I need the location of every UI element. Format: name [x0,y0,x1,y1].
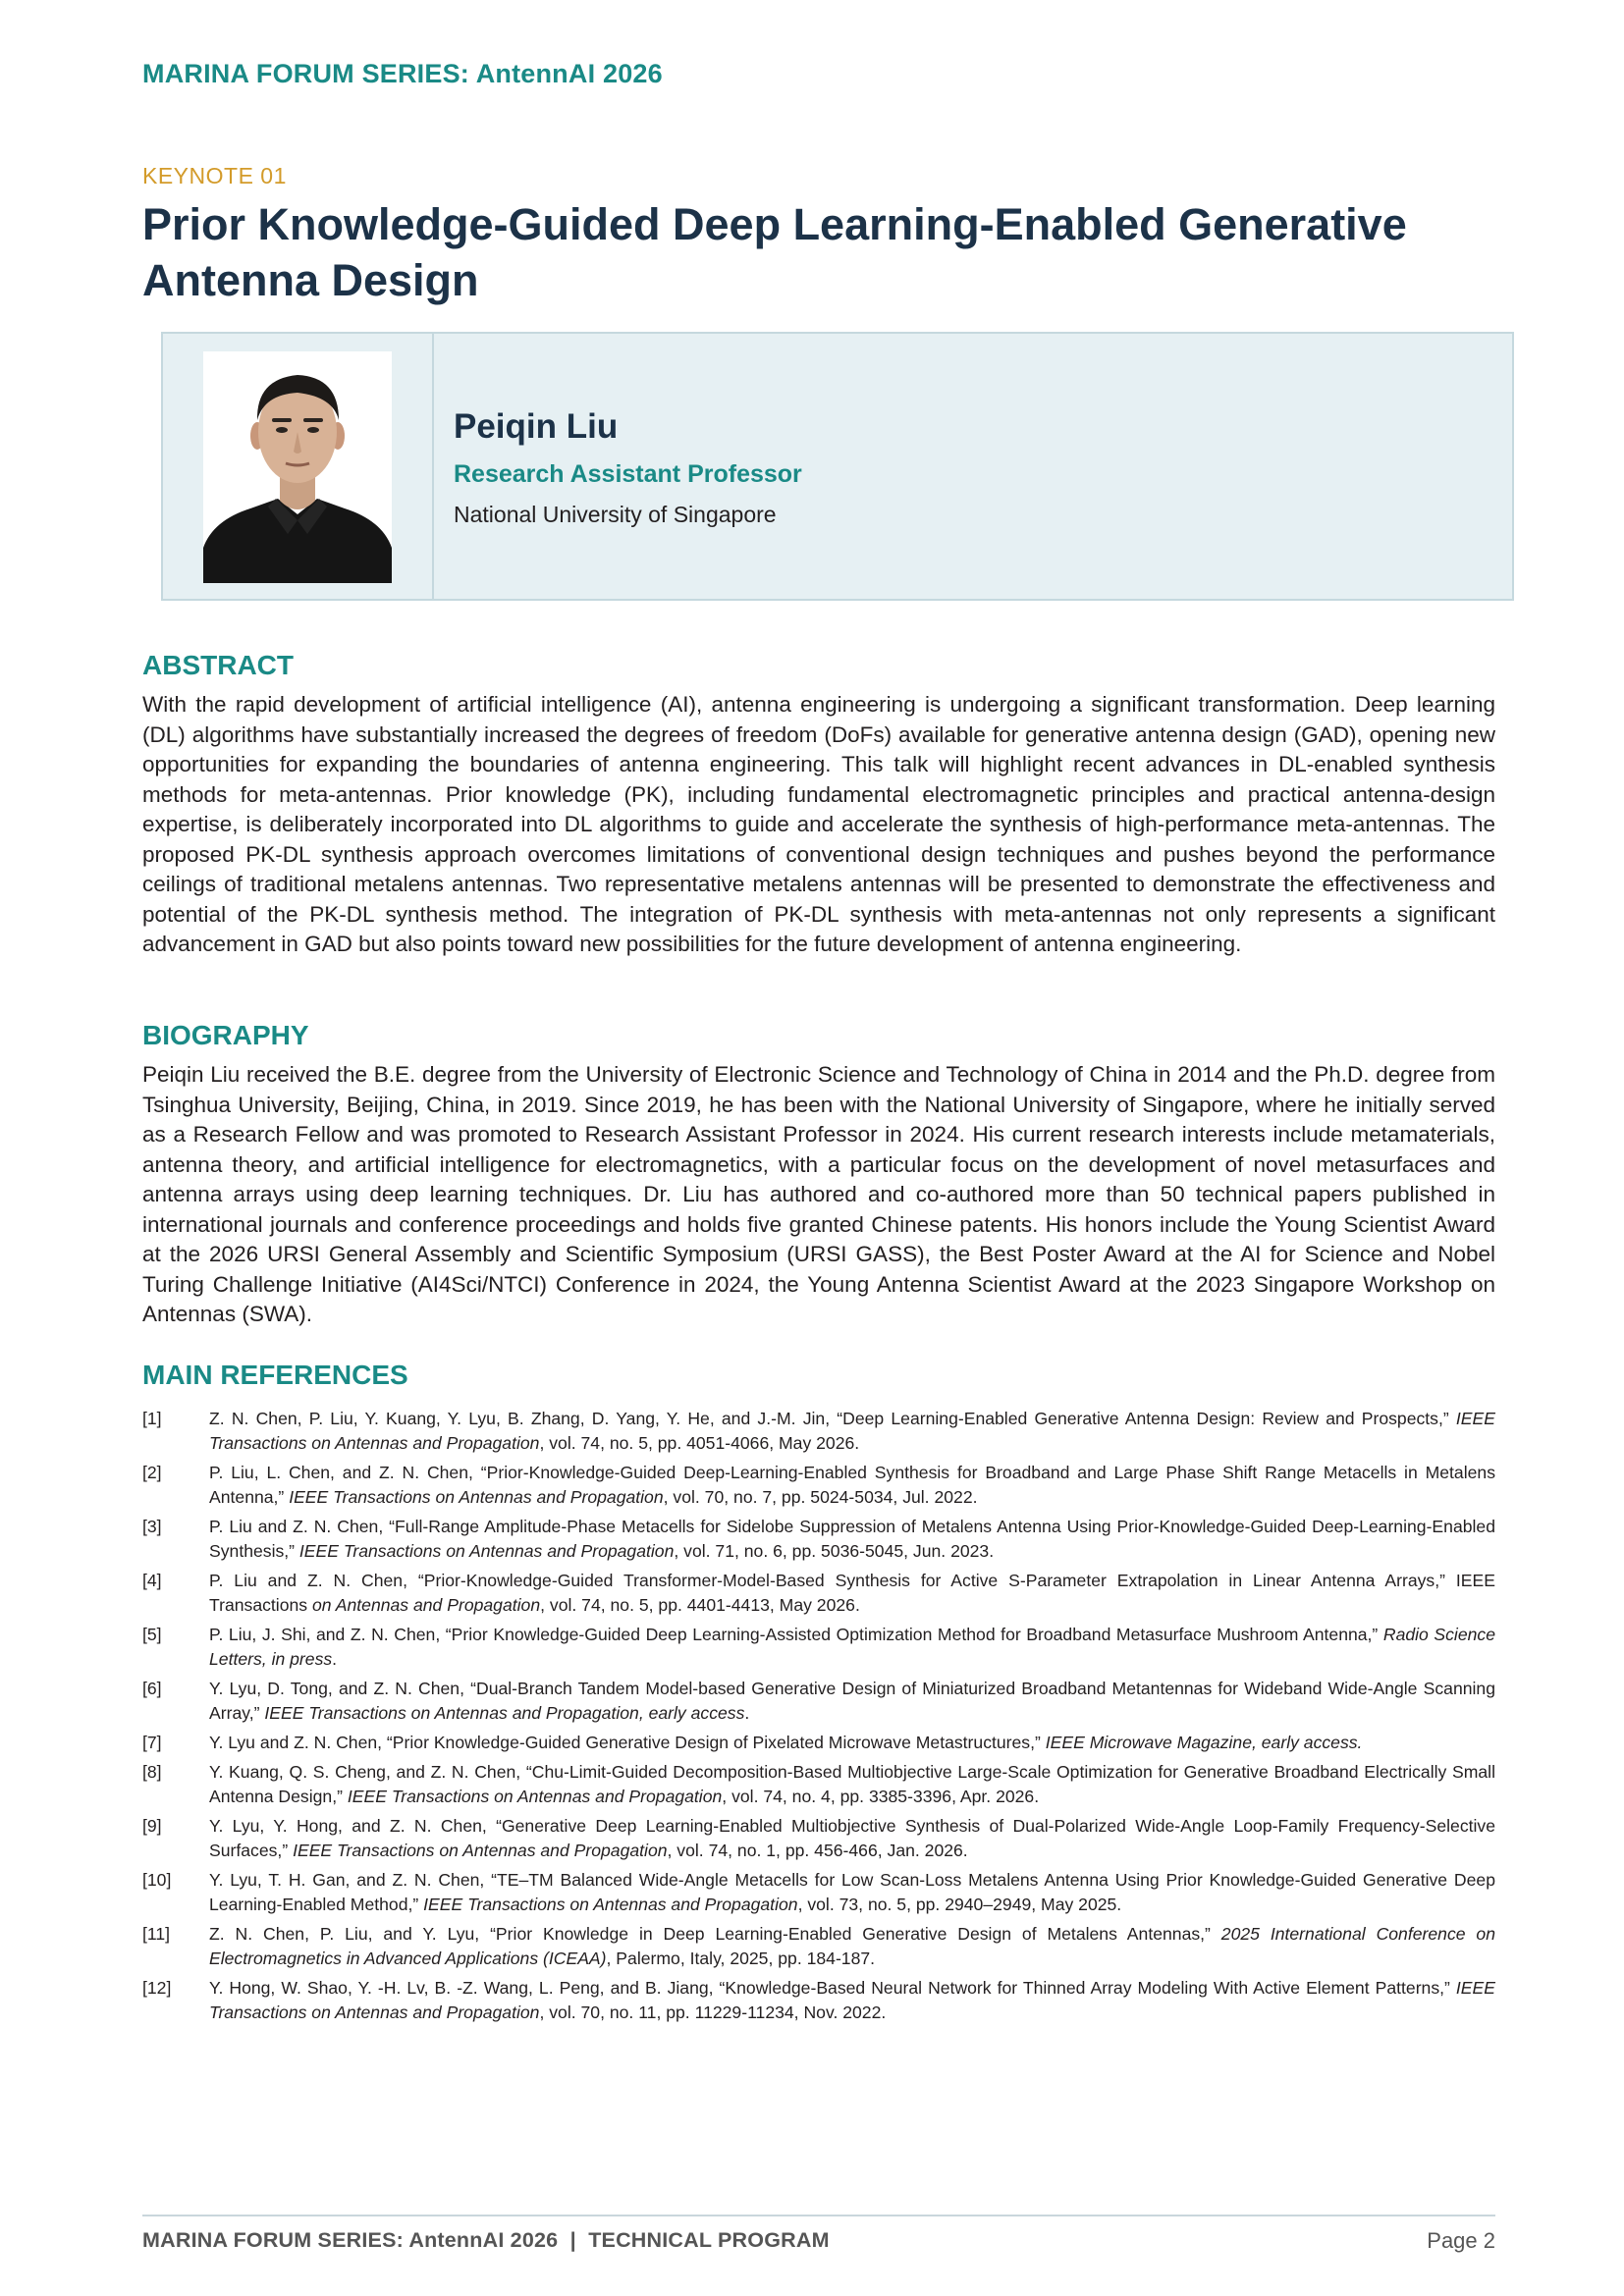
reference-number: [12] [142,1978,172,1998]
reference-item [142,1922,1495,1971]
reference-item [142,1515,1495,1564]
reference-item [142,1814,1495,1863]
speaker-name: Peiqin Liu [454,407,619,446]
reference-number: [6] [142,1679,162,1698]
reference-number: [9] [142,1816,162,1836]
reference-item [142,1569,1495,1618]
reference-number: [2] [142,1463,162,1482]
references-heading: MAIN REFERENCES [142,1360,408,1390]
reference-item [142,1731,1495,1755]
reference-text: Y. Lyu and Z. N. Chen, “Prior Knowledge-Guided Generative Design of Pixelated Microwave Metastructures,” IEEE Microwave Magazine, early access. [209,1733,1363,1752]
reference-item [142,1623,1495,1672]
reference-item [142,1677,1495,1726]
reference-number: [10] [142,1870,172,1890]
reference-item [142,1407,1495,1456]
speaker-portrait-image [203,351,392,583]
reference-text: P. Liu, L. Chen, and Z. N. Chen, “Prior-Knowledge-Guided Deep-Learning-Enabled Synthesis for Broadband and Large Phase Shift Range Metacells in Metalens Antenna,” IEEE Transactions on Antennas and Propagation, vol. 70, no. 7, pp. 5024-5034, Jul. 2022. [209,1463,1495,1507]
speaker-photo [203,351,392,583]
reference-text: P. Liu and Z. N. Chen, “Full-Range Amplitude-Phase Metacells for Sidelobe Suppression of Metalens Antenna Using Prior-Knowledge-Guided Deep-Learning-Enabled Synthesis,” IEEE Transactions on Antennas and Propagation, vol. 71, no. 6, pp. 5036-5045, Jun. 2023. [209,1517,1495,1561]
reference-item [142,1461,1495,1510]
reference-text: Y. Lyu, T. H. Gan, and Z. N. Chen, “TE–TM Balanced Wide-Angle Metacells for Low Scan-Loss Metalens Antenna Using Prior Knowledge-Guided Generative Deep Learning-Enabled Method,” IEEE Transactions on Antennas and Propagation, vol. 73, no. 5, pp. 2940–2949, May 2025. [209,1870,1495,1914]
reference-text: P. Liu and Z. N. Chen, “Prior-Knowledge-Guided Transformer-Model-Based Synthesis for Active S-Parameter Extrapolation in Linear Antenna Arrays,” IEEE Transactions on Antennas and Propagation, vol. 74, no. 5, pp. 4401-4413, May 2026. [209,1571,1495,1615]
keynote-label: KEYNOTE 01 [142,163,287,188]
biography-heading: BIOGRAPHY [142,1020,309,1050]
biography-text: Peiqin Liu received the B.E. degree from the University of Electronic Science and Technology of China in 2014 and the Ph.D. degree from Tsinghua University, Beijing, China, in 2019. Since 2019, he has been with the National University of Singapore, where he initially served as a Research Fellow and was promoted to Research Assistant Professor in 2024. His current research interests include metamaterials, antenna theory, and artificial intelligence for electromagnetics, with a particular focus on the development of novel metasurfaces and antenna arrays using deep learning techniques. Dr. Liu has authored and co-authored more than 50 technical papers published in international journals and conference proceedings and holds five granted Chinese patents. His honors include the Young Scientist Award at the 2026 URSI General Assembly and Scientific Symposium (URSI GASS), the Best Poster Award at the AI for Science and Nobel Turing Challenge Initiative (AI4Sci/NTCI) Conference in 2024, the Young Antenna Scientist Award at the 2023 Singapore Workshop on Antennas (SWA). [142,1062,1495,1326]
reference-text: Y. Kuang, Q. S. Cheng, and Z. N. Chen, “Chu-Limit-Guided Decomposition-Based Multiobjective Large-Scale Optimization for Generative Broadband Electrically Small Antenna Design,” IEEE Transactions on Antennas and Propagation, vol. 74, no. 4, pp. 3385-3396, Apr. 2026. [209,1762,1495,1806]
references-list [142,1407,1495,2030]
footer-divider [142,2215,1495,2216]
reference-number: [1] [142,1409,162,1428]
reference-number: [3] [142,1517,162,1536]
reference-number: [5] [142,1625,162,1644]
series-header: MARINA FORUM SERIES: AntennAI 2026 [142,59,663,88]
reference-number: [11] [142,1924,171,1944]
reference-text: Z. N. Chen, P. Liu, and Y. Lyu, “Prior Knowledge in Deep Learning-Enabled Generative Design of Metalens Antennas,” 2025 International Conference on Electromagnetics in Advanced Applications (ICEAA), Palermo, Italy, 2025, pp. 184-187. [209,1924,1495,1968]
keynote-title: Prior Knowledge-Guided Deep Learning-Enabled Generative Antenna Design [142,199,1407,305]
reference-item [142,1976,1495,2025]
reference-text: Y. Hong, W. Shao, Y. -H. Lv, B. -Z. Wang, L. Peng, and B. Jiang, “Knowledge-Based Neural Network for Thinned Array Modeling With Active Element Patterns,” IEEE Transactions on Antennas and Propagation, vol. 70, no. 11, pp. 11229-11234, Nov. 2022. [209,1978,1495,2022]
reference-item [142,1760,1495,1809]
reference-number: [7] [142,1733,162,1752]
reference-number: [4] [142,1571,162,1590]
speaker-position: Research Assistant Professor [454,460,802,488]
speaker-card [161,332,1514,601]
speaker-affiliation: National University of Singapore [454,502,777,527]
footer-series-label: MARINA FORUM SERIES: AntennAI 2026 | TECHNICAL PROGRAM [142,2228,830,2252]
abstract-heading: ABSTRACT [142,650,294,680]
reference-text: Y. Lyu, D. Tong, and Z. N. Chen, “Dual-Branch Tandem Model-based Generative Design of Miniaturized Broadband Metantennas for Wideband Wide-Angle Scanning Array,” IEEE Transactions on Antennas and Propagation, early access. [209,1679,1495,1723]
page-number: Page 2 [1427,2228,1495,2253]
reference-item [142,1868,1495,1917]
reference-text: Y. Lyu, Y. Hong, and Z. N. Chen, “Generative Deep Learning-Enabled Multiobjective Synthesis of Dual-Polarized Wide-Angle Loop-Family Frequency-Selective Surfaces,” IEEE Transactions on Antennas and Propagation, vol. 74, no. 1, pp. 456-466, Jan. 2026. [209,1816,1495,1860]
reference-text: Z. N. Chen, P. Liu, Y. Kuang, Y. Lyu, B. Zhang, D. Yang, Y. He, and J.-M. Jin, “Deep Learning-Enabled Generative Antenna Design: Review and Prospects,” IEEE Transactions on Antennas and Propagation, vol. 74, no. 5, pp. 4051-4066, May 2026. [209,1409,1495,1453]
reference-number: [8] [142,1762,162,1782]
abstract-text: With the rapid development of artificial intelligence (AI), antenna engineering is undergoing a significant transformation. Deep learning (DL) algorithms have substantially increased the degrees of freedom (DoFs) available for generative antenna design (GAD), opening new opportunities for expanding the boundaries of antenna engineering. This talk will highlight recent advances in DL-enabled synthesis methods for meta-antennas. Prior knowledge (PK), including fundamental electromagnetic principles and practical antenna-design expertise, is deliberately incorporated into DL algorithms to guide and accelerate the synthesis of high-performance meta-antennas. The proposed PK-DL synthesis approach overcomes limitations of conventional design techniques and pushes beyond the performance ceilings of traditional metalens antennas. Two representative metalens antennas will be presented to demonstrate the effectiveness and potential of the PK-DL synthesis method. The integration of PK-DL synthesis with meta-antennas not only represents a significant advancement in GAD but also points toward new possibilities for the future development of antenna engineering. [142,692,1495,956]
reference-text: P. Liu, J. Shi, and Z. N. Chen, “Prior Knowledge-Guided Deep Learning-Assisted Optimization Method for Broadband Metasurface Mushroom Antenna,” Radio Science Letters, in press. [209,1625,1495,1669]
speaker-photo-cell [163,334,434,599]
